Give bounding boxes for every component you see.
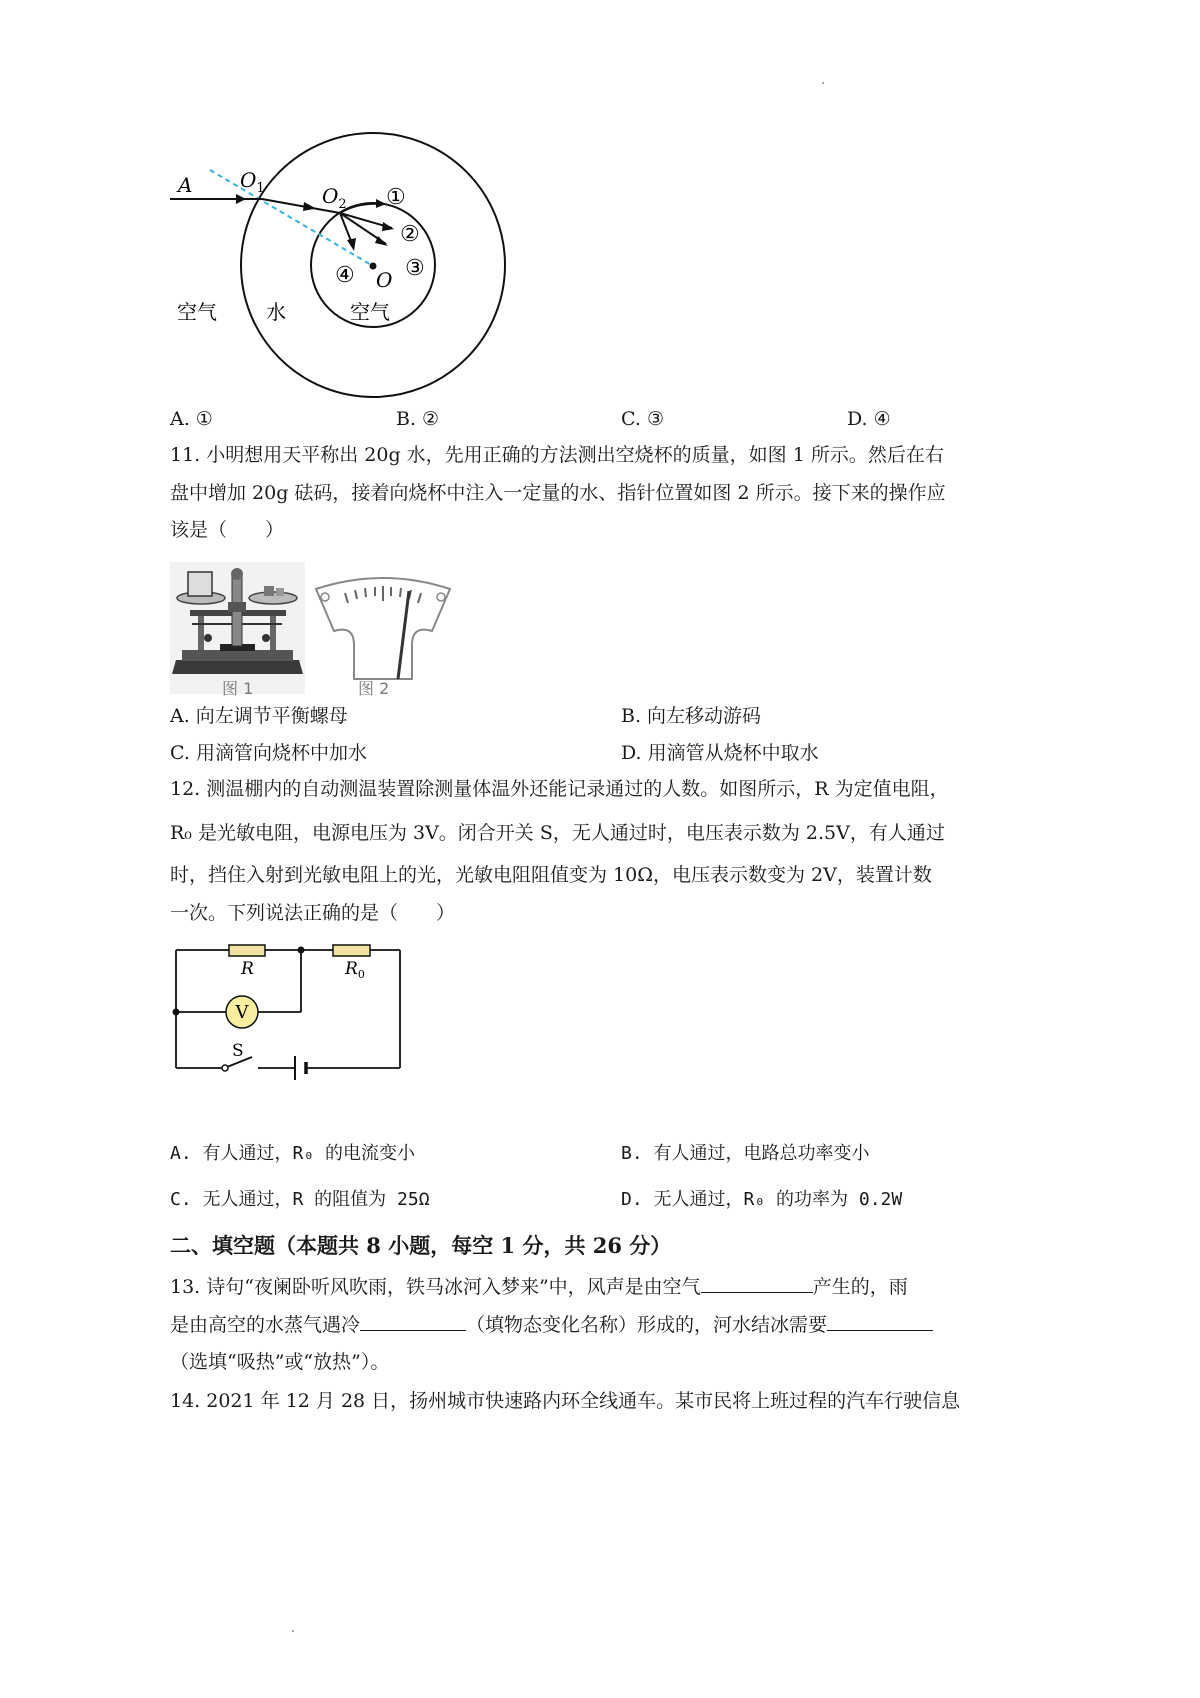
- q11-option-c[interactable]: C. 用滴管向烧杯中加水: [170, 742, 367, 764]
- q12-option-c[interactable]: C. 无人通过，R 的阻值为 25Ω: [170, 1189, 430, 1210]
- ray-1-label: ①: [386, 185, 406, 210]
- refraction-figure: [160, 150, 520, 410]
- q13-line-2: [170, 1310, 933, 1340]
- ray-3-label: ③: [405, 256, 425, 281]
- q13-blank-3[interactable]: [827, 1310, 933, 1331]
- label-o: O: [376, 268, 393, 292]
- q12-line-1: 12. 测温棚内的自动测温装置除测量体温外还能记录通过的人数。如图所示，R 为定值电阻，: [170, 778, 949, 800]
- label-a: A: [178, 173, 193, 197]
- ray-4-arrow: [347, 238, 356, 251]
- incident-arrow: [236, 194, 246, 204]
- fig1-caption: 图 1: [222, 679, 254, 698]
- q10-option-a[interactable]: A. ①: [170, 408, 213, 430]
- scan-speck: [822, 82, 824, 84]
- region-water: 水: [266, 300, 286, 324]
- label-o1: $O_1$: [240, 168, 265, 196]
- q11-option-a[interactable]: A. 向左调节平衡螺母: [170, 705, 348, 727]
- q11-option-b[interactable]: B. 向左移动游码: [621, 705, 762, 727]
- voltmeter-label: V: [235, 1002, 249, 1023]
- balance-figure: [170, 562, 305, 694]
- q11-line-1: 11. 小明想用天平称出 20g 水，先用正确的方法测出空烧杯的质量，如图 1 所示。然后在右: [170, 444, 944, 466]
- ray-2-label: ②: [400, 222, 420, 247]
- resistor-r: [229, 945, 265, 956]
- q13-line-3: （选填“吸热”或“放热”）。: [170, 1351, 390, 1373]
- q13-blank-2[interactable]: [360, 1310, 466, 1331]
- q14-line-1: 14. 2021 年 12 月 28 日，扬州城市快速路内环全线通车。某市民将上班过程的汽车行驶信息: [170, 1390, 961, 1412]
- region-air-inner: 空气: [350, 300, 390, 324]
- q10-option-c[interactable]: C. ③: [621, 408, 664, 430]
- q13-line-1-b: 产生的，雨: [812, 1276, 908, 1298]
- scan-speck: [292, 1630, 294, 1632]
- q13-line-2-a: 是由高空的水蒸气遇冷: [170, 1314, 361, 1336]
- label-r0: $R_0$: [345, 959, 365, 981]
- water-arrow: [303, 202, 316, 211]
- q13-line-2-b: （填物态变化名称）形成的，河水结冰需要: [466, 1314, 828, 1336]
- ray-2-arrow: [382, 222, 394, 231]
- label-r: R: [241, 959, 254, 979]
- label-s: S: [232, 1041, 244, 1061]
- q12-line-4: 一次。下列说法正确的是（ ）: [170, 902, 456, 924]
- q10-option-b[interactable]: B. ②: [396, 408, 440, 430]
- resistor-r0: [333, 945, 370, 956]
- q12-option-b[interactable]: B. 有人通过，电路总功率变小: [621, 1143, 870, 1164]
- q11-option-d[interactable]: D. 用滴管从烧杯中取水: [621, 742, 819, 764]
- q12-line-3: 时，挡住入射到光敏电阻上的光，光敏电阻阻值变为 10Ω，电压表示数变为 2V，装置计数: [170, 864, 932, 886]
- q10-option-d[interactable]: D. ④: [847, 408, 891, 430]
- q13-blank-1[interactable]: [701, 1272, 813, 1293]
- ray-4-label: ④: [335, 263, 355, 288]
- section-heading: 二、填空题（本题共 8 小题，每空 1 分，共 26 分）: [170, 1233, 672, 1258]
- q13-line-1-a: 13. 诗句“夜阑卧听风吹雨，铁马冰河入梦来”中，风声是由空气: [170, 1276, 701, 1298]
- fig2-caption: 图 2: [358, 679, 390, 698]
- ray-1-arrow: [376, 199, 386, 208]
- q11-line-3: 该是（ ）: [170, 519, 285, 541]
- circuit-diagram: [170, 936, 410, 1086]
- q12-line-2: R₀ 是光敏电阻，电源电压为 3V。闭合开关 S，无人通过时，电压表示数为 2.5V，有人通过: [170, 822, 945, 844]
- q12-option-d[interactable]: D. 无人通过，R₀ 的功率为 0.2W: [621, 1189, 903, 1210]
- region-air-outer: 空气: [177, 300, 217, 324]
- label-o2: $O_2$: [322, 184, 347, 212]
- q13-line-1: [170, 1272, 908, 1302]
- q12-option-a[interactable]: A. 有人通过，R₀ 的电流变小: [170, 1143, 416, 1164]
- q11-line-2: 盘中增加 20g 砝码，接着向烧杯中注入一定量的水、指针位置如图 2 所示。接下来的操作应: [170, 482, 946, 504]
